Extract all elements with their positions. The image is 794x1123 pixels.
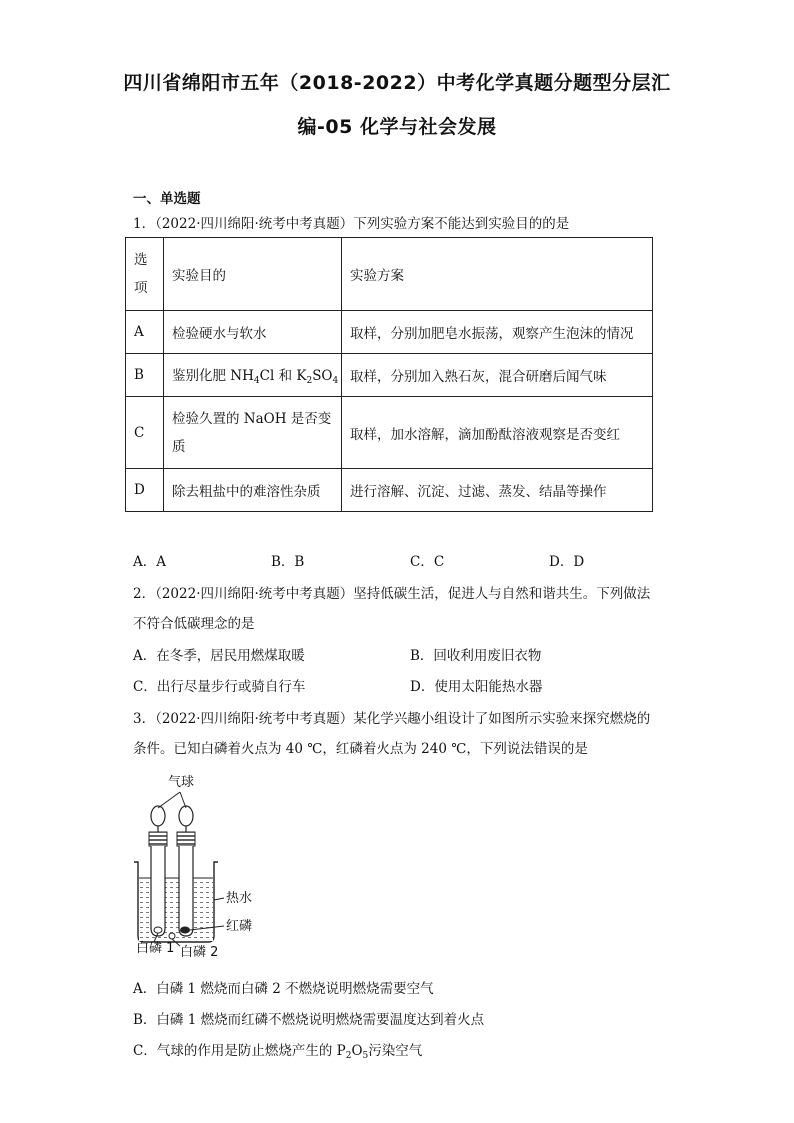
goal-text: Cl 和 K xyxy=(259,368,307,384)
q2-choice-a[interactable]: A．在冬季，居民用燃煤取暖 xyxy=(133,648,305,664)
choice-text: 污染空气 xyxy=(368,1043,423,1059)
option-cell: C xyxy=(126,397,164,469)
table-row xyxy=(126,311,653,354)
subscript: 5 xyxy=(362,1051,369,1061)
plan-cell: 取样，加水溶解，滴加酚酞溶液观察是否变红 xyxy=(342,397,653,469)
balloon-pointer-left xyxy=(158,792,180,808)
red-phosphorus-label: 红磷 xyxy=(226,919,253,934)
q1-choice-c[interactable]: C．C xyxy=(410,554,445,570)
section-heading: 一、单选题 xyxy=(133,191,201,207)
document-title-line-1: 四川省绵阳市五年（2018-2022）中考化学真题分题型分层汇 xyxy=(123,72,671,94)
hot-water-label: 热水 xyxy=(226,891,253,906)
q1-choice-b[interactable]: B．B xyxy=(271,554,305,570)
white-phosphorus-1-label: 白磷 1 xyxy=(136,941,175,956)
stopper-left xyxy=(149,832,167,846)
q2-stem-line-1: 2．（2022·四川绵阳·统考中考真题）坚持低碳生活，促进人与自然和谐共生。下列做法 xyxy=(133,586,651,602)
choice-text: C．气球的作用是防止燃烧产生的 P xyxy=(133,1043,346,1059)
goal-cell: 检验硬水与软水 xyxy=(164,311,342,354)
test-tube-right xyxy=(179,846,193,936)
goal-line-2: 质 xyxy=(172,438,186,455)
q3-stem-line-1: 3．（2022·四川绵阳·统考中考真题）某化学兴趣小组设计了如图所示实验来探究燃烧的 xyxy=(133,711,651,727)
goal-cell: 除去粗盐中的难溶性杂质 xyxy=(164,469,342,512)
goal-text: SO xyxy=(312,368,333,384)
q1-table xyxy=(125,237,653,512)
q1-choice-d[interactable]: D．D xyxy=(549,554,585,570)
combustion-apparatus-diagram xyxy=(128,770,278,966)
goal-line-1: 检验久置的 NaOH 是否变 xyxy=(172,410,332,427)
q1-stem: 1．（2022·四川绵阳·统考中考真题）下列实验方案不能达到实验目的的是 xyxy=(133,216,570,232)
option-cell: B xyxy=(126,354,164,397)
plan-cell: 进行溶解、沉淀、过滤、蒸发、结晶等操作 xyxy=(342,469,653,512)
option-cell: A xyxy=(126,311,164,354)
q1-choice-a[interactable]: A．A xyxy=(133,554,166,570)
subscript: 2 xyxy=(306,376,313,386)
q2-choice-b[interactable]: B．回收利用废旧衣物 xyxy=(410,648,542,664)
header-option-cell xyxy=(126,238,164,311)
choice-text: O xyxy=(351,1043,363,1059)
table-row xyxy=(126,469,653,512)
q3-stem-line-2: 条件。已知白磷着火点为 40 ℃，红磷着火点为 240 ℃，下列说法错误的是 xyxy=(133,741,588,757)
hot-water xyxy=(139,878,213,941)
stopper-right xyxy=(177,832,195,846)
option-cell: D xyxy=(126,469,164,512)
balloon-right xyxy=(179,806,193,826)
goal-text: 鉴别化肥 NH xyxy=(172,368,254,384)
goal-cell xyxy=(164,397,342,469)
subscript: 2 xyxy=(345,1051,352,1061)
q2-choice-c[interactable]: C．出行尽量步行或骑自行车 xyxy=(133,679,306,695)
hot-water-pointer xyxy=(214,898,224,900)
document-title-line-2: 编-05 化学与社会发展 xyxy=(297,116,497,138)
plan-cell: 取样，分别加入熟石灰，混合研磨后闻气味 xyxy=(342,354,653,397)
header-option-line-2: 项 xyxy=(134,280,148,296)
table-header-row xyxy=(126,238,653,311)
q3-choice-c[interactable] xyxy=(133,1039,422,1061)
q3-choice-b[interactable]: B．白磷 1 燃烧而红磷不燃烧说明燃烧需要温度达到着火点 xyxy=(133,1012,485,1028)
white-phosphorus-2 xyxy=(169,933,175,939)
subscript: 4 xyxy=(253,376,260,386)
red-phosphorus xyxy=(180,927,190,934)
test-tube-left xyxy=(151,846,165,936)
white-phosphorus-2-label: 白磷 2 xyxy=(180,945,219,960)
subscript: 4 xyxy=(332,376,339,386)
white-phosphorus-1 xyxy=(154,927,162,933)
balloon-left xyxy=(151,806,165,826)
goal-cell xyxy=(164,354,342,397)
header-plan-cell: 实验方案 xyxy=(342,238,653,311)
header-goal-cell: 实验目的 xyxy=(164,238,342,311)
plan-cell: 取样，分别加肥皂水振荡，观察产生泡沫的情况 xyxy=(342,311,653,354)
table-row xyxy=(126,354,653,397)
table-row xyxy=(126,397,653,469)
header-option-line-1: 选 xyxy=(134,252,148,268)
q2-choice-d[interactable]: D．使用太阳能热水器 xyxy=(410,679,543,695)
q2-stem-line-2: 不符合低碳理念的是 xyxy=(133,616,255,632)
balloon-label: 气球 xyxy=(168,775,195,790)
q3-choice-a[interactable]: A．白磷 1 燃烧而白磷 2 不燃烧说明燃烧需要空气 xyxy=(133,981,434,997)
